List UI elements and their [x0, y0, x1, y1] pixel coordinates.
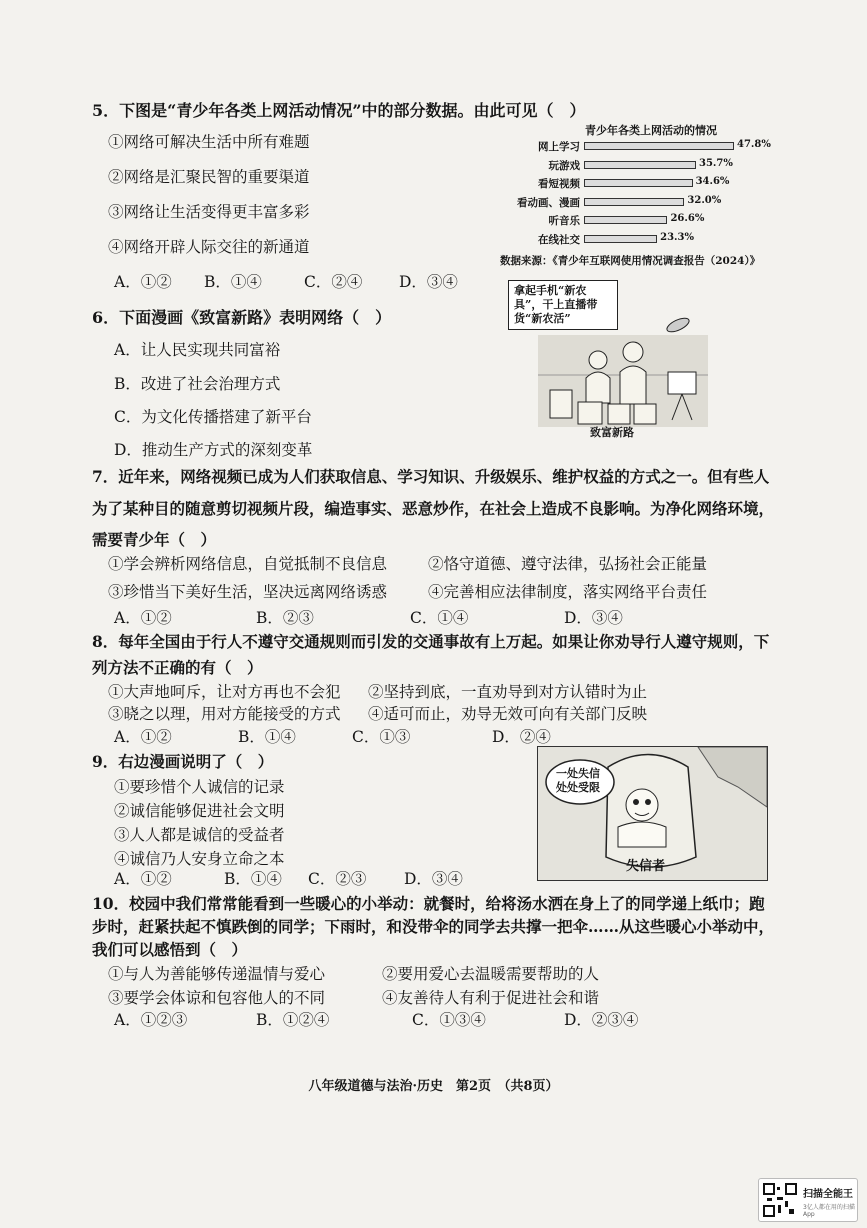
activity-bar-chart: [500, 120, 785, 270]
chart-value-label: 26.6%: [670, 213, 705, 224]
q5-option-c[interactable]: C．②④: [304, 273, 363, 291]
q6-option-c[interactable]: C．为文化传播搭建了新平台: [114, 408, 312, 426]
q7-option-c[interactable]: C．①④: [410, 609, 469, 627]
q9-option-c[interactable]: C．②③: [308, 870, 367, 888]
q9-item-3: ③人人都是诚信的受益者: [114, 826, 285, 844]
chart-bar: [584, 216, 667, 224]
q7-option-d[interactable]: D．③④: [564, 609, 623, 627]
chart-value-label: 35.7%: [699, 157, 733, 169]
q8-stem-line-2: 列方法不正确的有（ ）: [92, 658, 263, 677]
q6-option-b[interactable]: B．改进了社会治理方式: [114, 375, 281, 393]
q10-item-3: ③要学会体谅和包容他人的不同: [108, 989, 326, 1007]
chart-value-label: 34.6%: [695, 176, 730, 187]
q9-item-1: ①要珍惜个人诚信的记录: [114, 778, 285, 796]
q6-stem: 6．下面漫画《致富新路》表明网络（ ）: [92, 308, 392, 327]
q8-option-d[interactable]: D．②④: [492, 728, 551, 746]
chart-value-label: 23.3%: [660, 231, 694, 243]
q5-option-b[interactable]: B．①④: [204, 273, 262, 291]
chart-bar: [584, 235, 657, 243]
chart-title: 青少年各类上网活动的情况: [585, 124, 717, 137]
qr-code-icon: [763, 1183, 797, 1217]
chart-bar: [584, 179, 693, 187]
chart-category-label: 看短视频: [538, 178, 580, 190]
q10-option-b[interactable]: B．①②④: [256, 1011, 330, 1029]
q5-stem: 5．下图是“青少年各类上网活动情况”中的部分数据。由此可见（ ）: [92, 101, 586, 120]
chart-source: 数据来源：《青少年互联网使用情况调查报告（2024）》: [500, 255, 761, 267]
chart-category-label: 网上学习: [538, 141, 580, 153]
q8-item-2: ②坚持到底，一直劝导到对方认错时为止: [368, 683, 648, 701]
q5-item-1: ①网络可解决生活中所有难题: [108, 133, 310, 151]
q10-stem-line-2: 步时，赶紧扶起不慎跌倒的同学；下雨时，和没带伞的同学去共撑一把伞……从这些暖心小举动中，: [92, 917, 775, 936]
q7-stem-line-2: 为了某种目的随意剪切视频片段，编造事实、恶意炒作，在社会上造成不良影响。为净化网络环境，: [92, 499, 775, 518]
q8-item-4: ④适可而止，劝导无效可向有关部门反映: [368, 705, 648, 723]
comic-caption: 致富新路: [590, 426, 634, 439]
q8-option-b[interactable]: B．①④: [238, 728, 296, 746]
q10-stem-line-3: 我们可以感悟到（ ）: [92, 940, 248, 959]
scanner-watermark: [758, 1178, 858, 1222]
q6-option-d[interactable]: D．推动生产方式的深刻变革: [114, 441, 313, 459]
q5-option-d[interactable]: D．③④: [399, 273, 458, 291]
q8-item-3: ③晓之以理，用对方能接受的方式: [108, 705, 341, 723]
chart-bar: [584, 142, 734, 150]
page-footer: 八年级道德与法治·历史 第2页 （共8页）: [308, 1079, 559, 1094]
q9-item-4: ④诚信乃人安身立命之本: [114, 850, 285, 868]
q9-option-a[interactable]: A．①②: [114, 870, 172, 888]
comic-rich-road: [514, 280, 708, 440]
q10-item-2: ②要用爱心去温暖需要帮助的人: [382, 965, 600, 983]
chart-category-label: 听音乐: [548, 215, 580, 227]
q10-option-c[interactable]: C．①③④: [412, 1011, 486, 1029]
chart-category-label: 看动画、漫画: [517, 196, 580, 209]
q7-option-a[interactable]: A．①②: [114, 609, 172, 627]
chart-value-label: 32.0%: [687, 194, 722, 206]
q7-item-4: ④完善相应法律制度，落实网络平台责任: [428, 583, 708, 601]
q10-option-a[interactable]: A．①②③: [114, 1011, 188, 1029]
scanner-badge-subtitle: 3亿人都在用的扫描App: [803, 1204, 855, 1218]
q10-item-4: ④友善待人有利于促进社会和谐: [382, 989, 600, 1007]
q9-option-d[interactable]: D．③④: [404, 870, 463, 888]
chart-category-label: 在线社交: [538, 233, 580, 246]
q8-item-1: ①大声地呵斥，让对方再也不会犯: [108, 683, 341, 701]
comic-dishonest: [537, 746, 768, 881]
q7-item-3: ③珍惜当下美好生活，坚决远离网络诱惑: [108, 583, 388, 601]
q9-stem: 9．右边漫画说明了（ ）: [92, 752, 274, 771]
q10-stem-line-1: 10．校园中我们常常能看到一些暖心的小举动：就餐时，给将汤水洒在身上了的同学递上纸巾；跑: [92, 894, 765, 913]
chart-value-label: 47.8%: [737, 139, 771, 150]
q5-item-2: ②网络是汇聚民智的重要渠道: [108, 168, 310, 186]
chart-bar: [584, 198, 684, 206]
comic-tag: 失信者: [626, 859, 666, 874]
q10-item-1: ①与人为善能够传递温情与爱心: [108, 965, 326, 983]
q5-item-4: ④网络开辟人际交往的新通道: [108, 238, 310, 256]
q8-stem-line-1: 8．每年全国由于行人不遵守交通规则而引发的交通事故有上万起。如果让你劝导行人遵守规则，下: [92, 632, 770, 651]
q8-option-c[interactable]: C．①③: [352, 728, 411, 746]
q9-item-2: ②诚信能够促进社会文明: [114, 802, 285, 820]
q7-option-b[interactable]: B．②③: [256, 609, 314, 627]
chart-category-label: 玩游戏: [548, 159, 580, 172]
q6-option-a[interactable]: A．让人民实现共同富裕: [114, 341, 281, 359]
comic-speech-bubble-2: 一处失信处处受限: [556, 767, 600, 794]
comic-speech-bubble: 拿起手机“新农具”，干上直播带货“新农活”: [508, 280, 618, 330]
chart-bar: [584, 161, 696, 169]
q7-item-1: ①学会辨析网络信息，自觉抵制不良信息: [108, 555, 388, 573]
q5-item-3: ③网络让生活变得更丰富多彩: [108, 203, 310, 221]
q7-stem-line-1: 7．近年来，网络视频已成为人们获取信息、学习知识、升级娱乐、维护权益的方式之一。但有些人: [92, 467, 770, 486]
q10-option-d[interactable]: D．②③④: [564, 1011, 639, 1029]
scanner-badge-title: 扫描全能王: [803, 1189, 853, 1200]
q7-stem-line-3: 需要青少年（ ）: [92, 530, 217, 549]
q7-item-2: ②恪守道德、遵守法律，弘扬社会正能量: [428, 555, 708, 573]
q5-option-a[interactable]: A．①②: [114, 273, 172, 291]
q8-option-a[interactable]: A．①②: [114, 728, 172, 746]
q9-option-b[interactable]: B．①④: [224, 870, 282, 888]
